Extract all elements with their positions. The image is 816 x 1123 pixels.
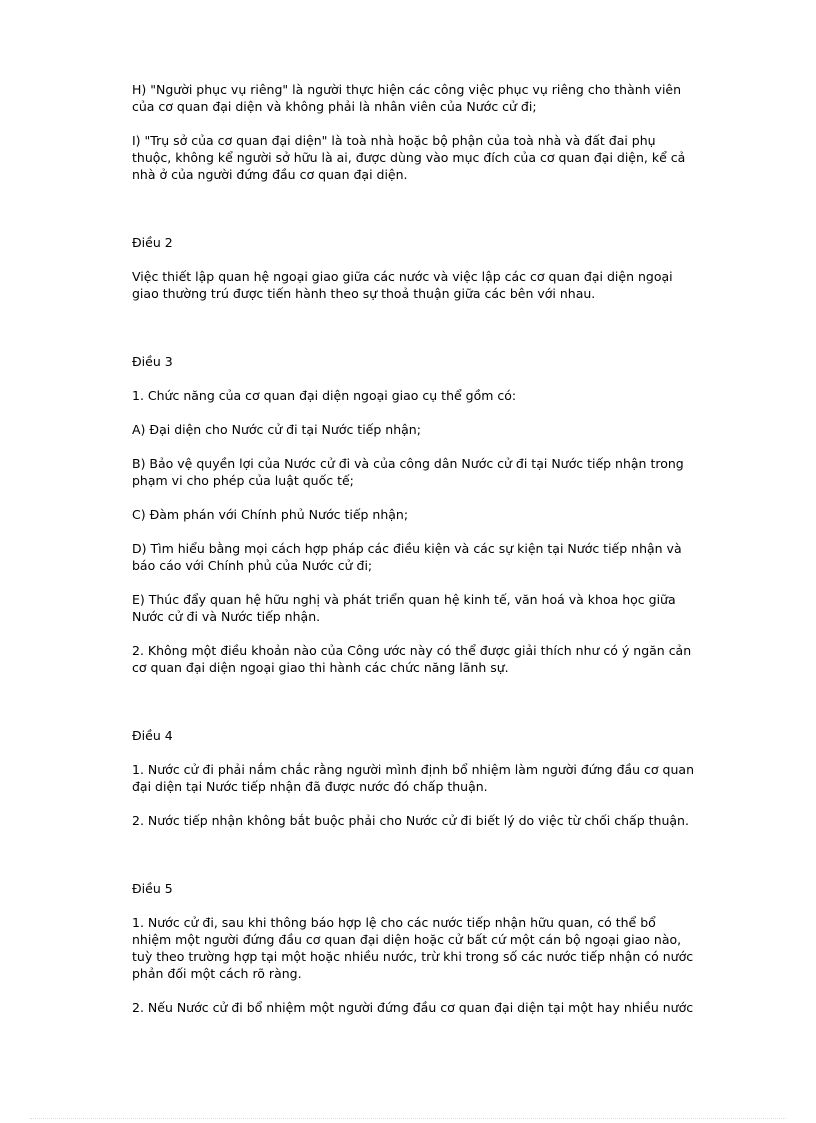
- article-heading-4: Điều 4: [132, 728, 173, 743]
- section-spacer: [132, 846, 752, 880]
- article-heading-5: Điều 5: [132, 881, 173, 896]
- article-heading-2: Điều 2: [132, 235, 173, 250]
- paragraph-article-3-b: B) Bảo vệ quyền lợi của Nước cử đi và của công dân Nước cử đi tại Nước tiếp nhận trong phạm vi cho phép của luật quốc tế;: [132, 456, 684, 488]
- section-spacer: [132, 200, 752, 234]
- paragraph-article-5-2: 2. Nếu Nước cử đi bổ nhiệm một người đứng đầu cơ quan đại diện tại một hay nhiều nước: [132, 1000, 694, 1015]
- article-heading-3: Điều 3: [132, 354, 173, 369]
- page-bottom-rule: [30, 1118, 786, 1119]
- paragraph-article-3-d: D) Tìm hiểu bằng mọi cách hợp pháp các điều kiện và các sự kiện tại Nước tiếp nhận và báo cáo với Chính phủ của Nước cử đi;: [132, 541, 682, 573]
- paragraph-article-3-e: E) Thúc đẩy quan hệ hữu nghị và phát triển quan hệ kinh tế, văn hoá và khoa học giữa Nước cử đi và Nước tiếp nhận.: [132, 592, 676, 624]
- paragraph-article-4-2: 2. Nước tiếp nhận không bắt buộc phải cho Nước cử đi biết lý do việc từ chối chấp thuận.: [132, 813, 689, 828]
- paragraph-article-2: Việc thiết lập quan hệ ngoại giao giữa các nước và việc lập các cơ quan đại diện ngoại giao thường trú được tiến hành theo sự thoả thuận giữa các bên với nhau.: [132, 269, 673, 301]
- paragraph-article-3-c: C) Đàm phán với Chính phủ Nước tiếp nhận;: [132, 507, 409, 522]
- paragraph-article-4-1: 1. Nước cử đi phải nắm chắc rằng người mình định bổ nhiệm làm người đứng đầu cơ quan đại diện tại Nước tiếp nhận đã được nước đó chấp thuận.: [132, 762, 694, 794]
- paragraph-article-3-1: 1. Chức năng của cơ quan đại diện ngoại giao cụ thể gồm có:: [132, 388, 517, 403]
- paragraph-h-personal-servant: H) "Người phục vụ riêng" là người thực hiện các công việc phục vụ riêng cho thành viên của cơ quan đại diện và không phải là nhân viên của Nước cử đi;: [132, 82, 682, 114]
- paragraph-i-premises: I) "Trụ sở của cơ quan đại diện" là toà nhà hoặc bộ phận của toà nhà và đất đai phụ thuộc, không kể người sở hữu là ai, được dùng vào mục đích của cơ quan đại diện, kể cả nhà ở của người đứng đầu cơ quan đại diện.: [132, 133, 686, 182]
- paragraph-article-3-a: A) Đại diện cho Nước cử đi tại Nước tiếp nhận;: [132, 422, 421, 437]
- section-spacer: [132, 693, 752, 727]
- paragraph-article-5-1: 1. Nước cử đi, sau khi thông báo hợp lệ cho các nước tiếp nhận hữu quan, có thể bổ nhiệm một người đứng đầu cơ quan đại diện hoặc cử bất cứ một cán bộ ngoại giao nào, tuỳ theo trường hợp tại một hoặc nhiều nước, trừ khi trong số các nước tiếp nhận có nước phản đối một cách rõ ràng.: [132, 915, 694, 981]
- document-body: [132, 81, 752, 1033]
- section-spacer: [132, 319, 752, 353]
- paragraph-article-3-2: 2. Không một điều khoản nào của Công ước này có thể được giải thích như có ý ngăn cản cơ quan đại diện ngoại giao thi hành các chức năng lãnh sự.: [132, 643, 692, 675]
